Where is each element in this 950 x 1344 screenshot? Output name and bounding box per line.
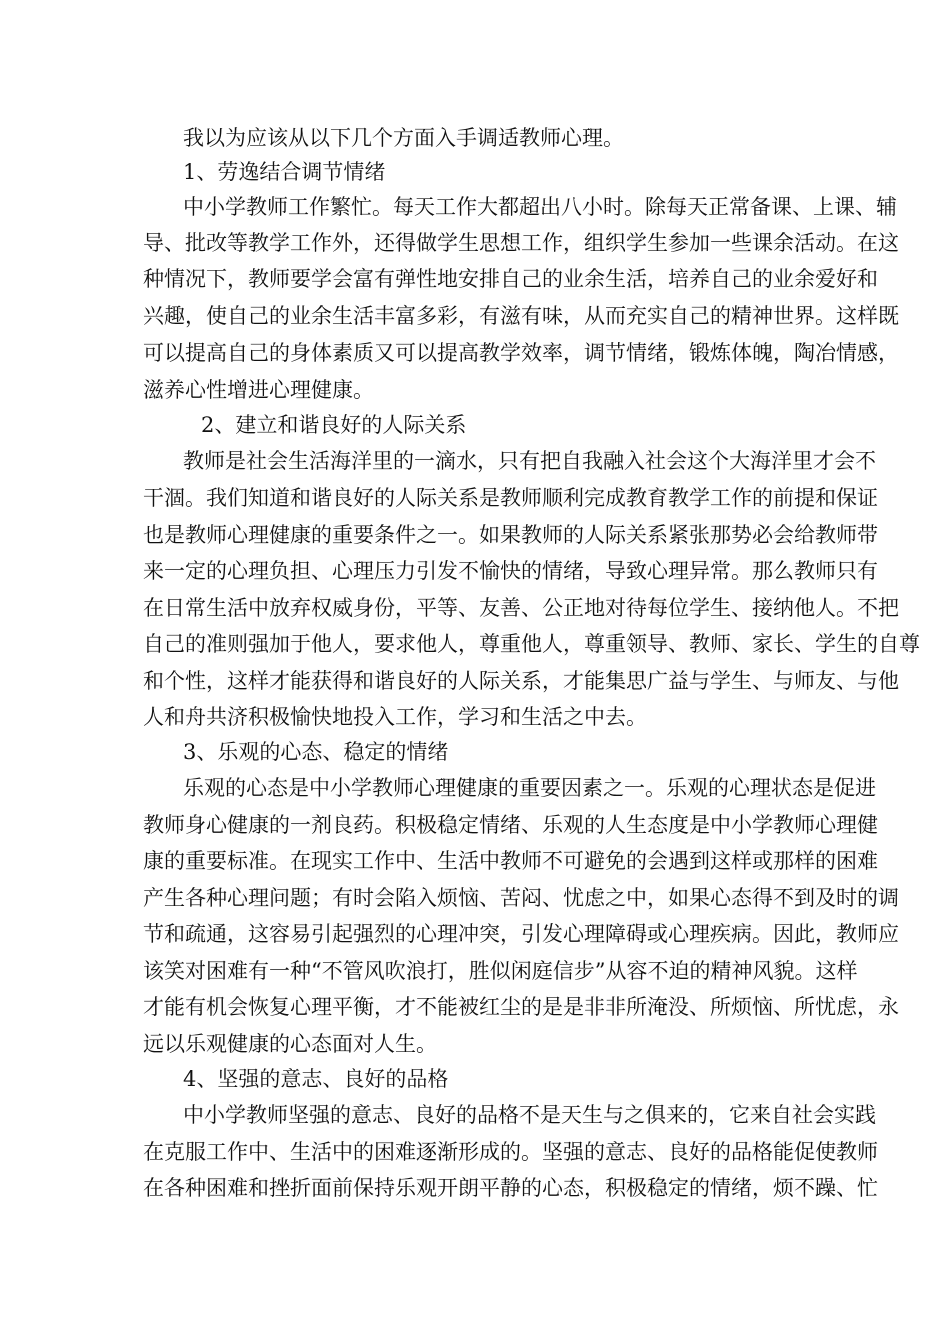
paragraph-line: 来一定的心理负担、心理压力引发不愉快的情绪，导致心理异常。那么教师只有 (143, 559, 878, 583)
paragraph-line: 中小学教师坚强的意志、良好的品格不是天生与之俱来的，它来自社会实践 (183, 1103, 876, 1127)
paragraph-line: 在日常生活中放弃权威身份，平等、友善、公正地对待每位学生、接纳他人。不把 (143, 596, 899, 620)
paragraph-line: 才能有机会恢复心理平衡，才不能被红尘的是是非非所淹没、所烦恼、所忧虑，永 (143, 995, 899, 1019)
paragraph-line: 远以乐观健康的心态面对人生。 (143, 1032, 437, 1056)
paragraph-line: 干涸。我们知道和谐良好的人际关系是教师顺利完成教育教学工作的前提和保证 (143, 486, 878, 510)
paragraph-line: 产生各种心理问题；有时会陷入烦恼、苦闷、忧虑之中，如果心态得不到及时的调 (143, 886, 899, 910)
paragraph-line: 导、批改等教学工作外，还得做学生思想工作，组织学生参加一些课余活动。在这 (143, 231, 899, 255)
paragraph-line: 也是教师心理健康的重要条件之一。如果教师的人际关系紧张那势必会给教师带 (143, 523, 878, 547)
section-heading: 2、建立和谐良好的人际关系 (201, 413, 467, 437)
paragraph-line: 自己的准则强加于他人，要求他人，尊重他人，尊重领导、教师、家长、学生的自尊 (143, 632, 920, 656)
section-heading: 4、坚强的意志、良好的品格 (183, 1067, 449, 1091)
paragraph-line: 人和舟共济积极愉快地投入工作，学习和生活之中去。 (143, 705, 647, 729)
paragraph-line: 康的重要标准。在现实工作中、生活中教师不可避免的会遇到这样或那样的困难 (143, 849, 878, 873)
section-heading: 3、乐观的心态、稳定的情绪 (183, 740, 449, 764)
paragraph-line: 我以为应该从以下几个方面入手调适教师心理。 (183, 126, 624, 150)
paragraph-line: 在各种困难和挫折面前保持乐观开朗平静的心态，积极稳定的情绪，烦不躁、忙 (143, 1176, 878, 1200)
paragraph-line: 兴趣，使自己的业余生活丰富多彩，有滋有味，从而充实自己的精神世界。这样既 (143, 304, 899, 328)
paragraph-line: 该笑对困难有一种“不管风吹浪打，胜似闲庭信步”从容不迫的精神风貌。这样 (143, 959, 858, 983)
section-heading: 1、劳逸结合调节情绪 (183, 160, 386, 184)
paragraph-line: 滋养心性增进心理健康。 (143, 378, 374, 402)
paragraph-line: 乐观的心态是中小学教师心理健康的重要因素之一。乐观的心理状态是促进 (183, 776, 876, 800)
paragraph-line: 种情况下，教师要学会富有弹性地安排自己的业余生活，培养自己的业余爱好和 (143, 267, 878, 291)
paragraph-line: 教师是社会生活海洋里的一滴水，只有把自我融入社会这个大海洋里才会不 (183, 449, 876, 473)
paragraph-line: 教师身心健康的一剂良药。积极稳定情绪、乐观的人生态度是中小学教师心理健 (143, 813, 878, 837)
paragraph-line: 在克服工作中、生活中的困难逐渐形成的。坚强的意志、良好的品格能促使教师 (143, 1140, 878, 1164)
paragraph-line: 节和疏通，这容易引起强烈的心理冲突，引发心理障碍或心理疾病。因此，教师应 (143, 922, 899, 946)
paragraph-line: 可以提高自己的身体素质又可以提高教学效率，调节情绪，锻炼体魄，陶冶情感， (143, 341, 899, 365)
paragraph-line: 和个性，这样才能获得和谐良好的人际关系，才能集思广益与学生、与师友、与他 (143, 669, 899, 693)
paragraph-line: 中小学教师工作繁忙。每天工作大都超出八小时。除每天正常备课、上课、辅 (183, 195, 897, 219)
